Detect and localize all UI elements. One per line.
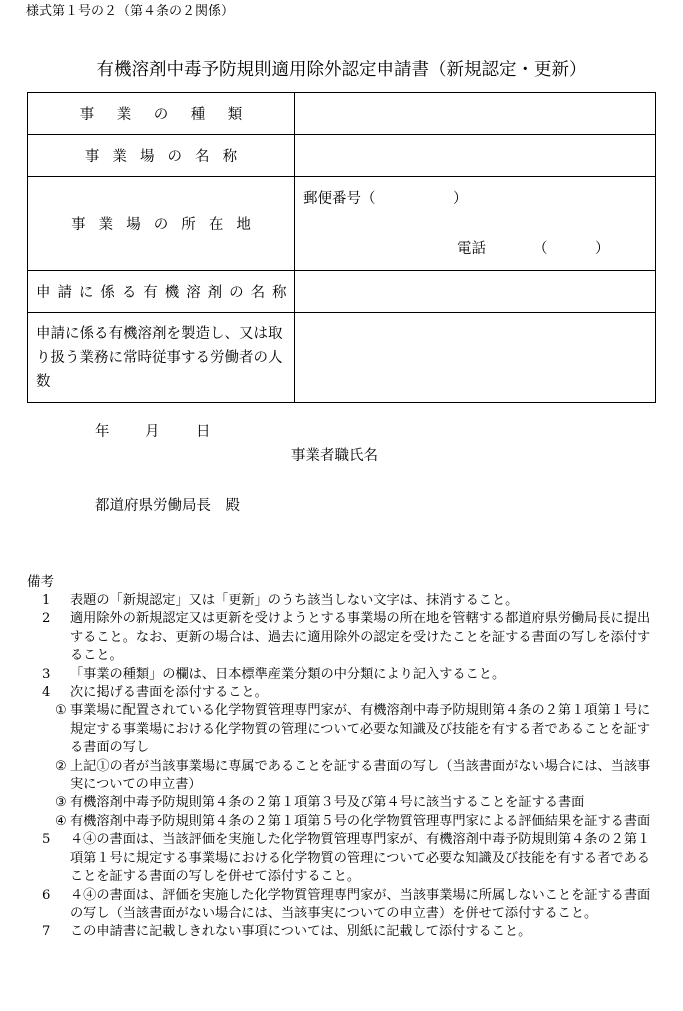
note-item [36,831,658,886]
subitem-text: 有機溶剤中毒予防規則第４条の２第１項第３号及び第４号に該当することを証する書面 [70,795,585,811]
worker-count-field[interactable] [295,313,656,403]
note-number: 6 [42,887,51,903]
subitem-mark: ③ [55,795,67,811]
note-subitem [36,813,658,831]
date-year: 年 [95,424,110,440]
phone-label: 電話 [457,241,486,257]
row-workplace-name [28,135,656,177]
label-workplace-location [28,177,295,271]
solvent-name-field[interactable] [295,271,656,313]
note-text: 適用除外の新規認定又は更新を受けようとする事業場の所在地を管轄する都道府県労働局長に提出すること。なお、更新の場合は、過去に適用除外の認定を受けたことを証する書面の写しを添付すること。 [70,611,651,664]
subitem-text: 上記①の者が当該事業場に専属であることを証する書面の写し（当該書面がない場合には、当該事実についての申立書） [70,758,651,793]
worker-count-label: 申請に係る有機溶剤を製造し、又は取り扱う業務に常時従事する労働者の人数 [36,325,283,390]
subitem-text: 有機溶剤中毒予防規則第４条の２第１項第５号の化学物質管理専門家による評価結果を証する書面 [70,813,651,829]
note-text: この申請書に記載しきれない事項については、別紙に記載して添付すること。 [70,924,532,940]
note-number: 4 [42,685,51,701]
label-worker-count [28,313,295,403]
workplace-name-label: 事業場の名称 [84,149,251,165]
workplace-location-label: 事業場の所在地 [71,217,264,233]
notes-heading: 備考 [27,574,54,590]
note-subitem [36,794,658,812]
employer-name-label: 事業者職氏名 [291,448,378,464]
note-number: 7 [42,924,51,940]
postal-code-label: 郵便番号（ [303,191,376,207]
phone-close: ） [595,241,610,257]
row-worker-count [28,313,656,403]
form-number: 様式第１号の２（第４条の２関係） [26,4,235,19]
workplace-location-field[interactable] [295,177,656,271]
notes-list [36,592,658,942]
note-subitem [36,702,658,757]
postal-code-close: ） [453,191,468,207]
note-item [36,684,658,702]
solvent-name-label: 申請に係る有機溶剤の名称 [36,285,294,301]
note-item [36,610,658,665]
business-type-field[interactable] [295,93,656,135]
label-business-type [28,93,295,135]
label-workplace-name [28,135,295,177]
date-month: 月 [145,424,160,440]
row-workplace-location [28,177,656,271]
note-text: 「事業の種類」の欄は、日本標準産業分類の中分類により記入すること。 [70,666,506,682]
subitem-mark: ① [55,703,67,719]
business-type-label: 事業の種類 [79,107,265,123]
note-subitem [36,758,658,795]
application-form-table [27,92,656,403]
phone-open: （ [533,241,548,257]
row-business-type [28,93,656,135]
note-item [36,592,658,610]
note-number: 2 [42,611,51,627]
note-item [36,923,658,941]
note-number: 5 [42,832,51,848]
page-title: 有機溶剤中毒予防規則適用除外認定申請書（新規認定・更新） [96,60,587,80]
addressee: 都道府県労働局長 殿 [95,498,240,514]
note-text: ４④の書面は、当該評価を実施した化学物質管理専門家が、有機溶剤中毒予防規則第４条の２第１項第１号に規定する事業場における化学物質の管理について必要な知識及び技能を有する者であることを証する書面の写しを併せて添付すること。 [70,832,651,885]
label-solvent-name [28,271,295,313]
subitem-text: 事業場に配置されている化学物質管理専門家が、有機溶剤中毒予防規則第４条の２第１項第１号に規定する事業場における化学物質の管理について必要な知識及び技能を有する者であることを証する書面の写し [70,703,651,756]
note-text: 表題の「新規認定」又は「更新」のうち該当しない文字は、抹消すること。 [70,593,519,608]
note-number: 1 [42,593,51,608]
note-text: ４④の書面は、評価を実施した化学物質管理専門家が、当該事業場に所属しないことを証する書面の写し（当該書面がない場合には、当該事実についての申立書）を併せて添付すること。 [70,887,651,921]
workplace-name-field[interactable] [295,135,656,177]
row-solvent-name [28,271,656,313]
note-item [36,887,658,924]
subitem-mark: ④ [55,813,67,829]
subitem-mark: ② [55,758,67,774]
date-day: 日 [196,424,211,440]
note-item [36,666,658,684]
note-text: 次に掲げる書面を添付すること。 [70,685,268,701]
note-number: 3 [42,666,51,682]
